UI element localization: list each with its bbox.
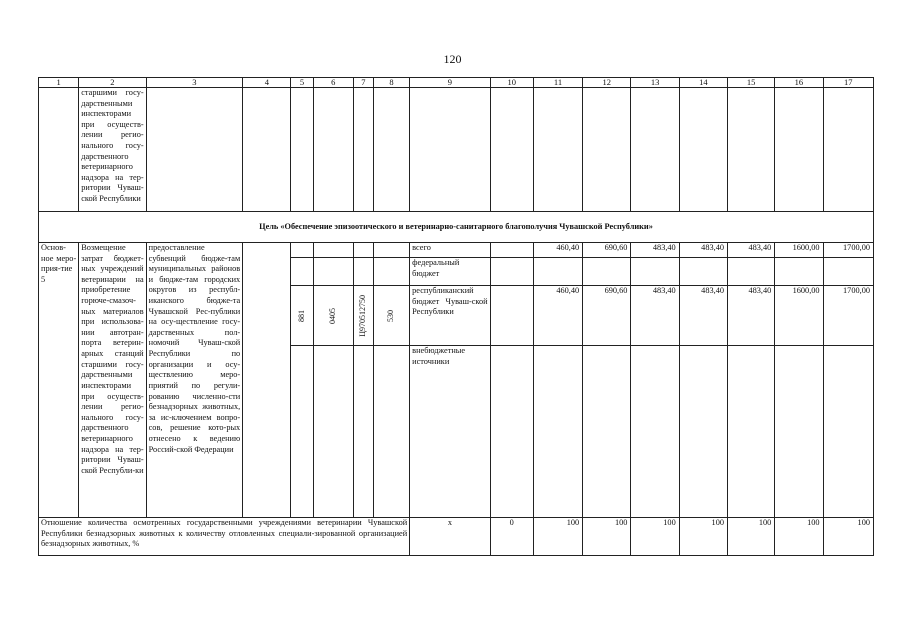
col-header: 2: [79, 78, 146, 88]
event-name: Возмещение затрат бюджет-ных учреждений ветеринарии на приобретение горюче-смазоч-ных материалов при использова-нии автотран-порта ветерин-арных станций старшими госу-дарственными инспекторами при осуществ-лении регио-нального госу-дарственного ветеринарного надзора на тер-ритории Чуваш-ской Республи-ки: [79, 243, 146, 518]
col-header: 11: [533, 78, 582, 88]
goal-title: Цель «Обеспечение эпизоотического и ветеринарно-санитарного благополучия Чувашской Республики»: [39, 212, 874, 243]
column-number-row: [39, 78, 874, 88]
indicator-value: 100: [631, 518, 679, 556]
funding-source: внебюджетные источники: [410, 346, 490, 518]
funding-source: всего: [410, 243, 490, 258]
indicator-value: 100: [728, 518, 775, 556]
col-header: 13: [631, 78, 679, 88]
csr-code: Ц970512750: [358, 294, 368, 337]
continued-row: [39, 88, 874, 212]
program-table: [38, 77, 874, 556]
indicator-value: 100: [679, 518, 727, 556]
vr-code: 530: [386, 309, 396, 322]
col-header: 8: [373, 78, 409, 88]
col-header: 10: [490, 78, 533, 88]
indicator-value: 0: [490, 518, 533, 556]
indicator-value: 100: [533, 518, 582, 556]
col-header: 15: [728, 78, 775, 88]
continued-text: старшими госу-дарственными инспекторами при осуществ-лении регио-нального госу-дарственного ветеринарного надзора на тер-ритории Чуваш-ской Республики: [79, 88, 146, 212]
indicator-value: 100: [823, 518, 873, 556]
indicator-row: [39, 518, 874, 556]
col-header: 3: [146, 78, 243, 88]
rzpr-code: 0405: [328, 307, 338, 324]
page-number: 120: [443, 52, 462, 66]
event-label: Основ-ное меро-прия-тие 5: [39, 243, 79, 518]
value-cell: 1700,00: [823, 243, 873, 258]
col-header: 1: [39, 78, 79, 88]
col-header: 12: [583, 78, 631, 88]
value-cell: 460,40: [533, 243, 582, 258]
value-cell: 690,60: [583, 286, 631, 346]
value-cell: 483,40: [631, 286, 679, 346]
indicator-value: 100: [775, 518, 823, 556]
col-header: 5: [291, 78, 313, 88]
funding-source: федеральный бюджет: [410, 258, 490, 286]
indicator-text: Отношение количества осмотренных государственными учреждениями ветеринарии Чувашской Республики безнадзорных животных к количеству отловленных специали-зированной организацией безнадзорных животных, %: [39, 518, 410, 556]
value-cell: 460,40: [533, 286, 582, 346]
funding-source: республиканский бюджет Чуваш-ской Республики: [410, 286, 490, 346]
indicator-unit: x: [410, 518, 490, 556]
event-row-total: [39, 243, 874, 258]
col-header: 6: [313, 78, 353, 88]
col-header: 4: [243, 78, 291, 88]
value-cell: 690,60: [583, 243, 631, 258]
col-header: 16: [775, 78, 823, 88]
value-cell: 483,40: [679, 286, 727, 346]
goal-row: [39, 212, 874, 243]
value-cell: 1600,00: [775, 286, 823, 346]
value-cell: 483,40: [728, 286, 775, 346]
value-cell: 483,40: [631, 243, 679, 258]
value-cell: 1700,00: [823, 286, 873, 346]
grbs-code: 881: [296, 309, 306, 322]
value-cell: 483,40: [728, 243, 775, 258]
col-header: 17: [823, 78, 873, 88]
col-header: 14: [679, 78, 727, 88]
event-description: предоставление субвенций бюдже-там муниципальных районов и бюдже-там городских округов из республ-иканского бюдже-та Чувашской Рес-публики на осу-ществление госу-дарственных пол-номочий Чуваш-ской Республики по организации и осу-ществлению меро-приятий по регули-рованию численно-сти безнадзорных животных, за ис-ключением вопро-сов, решение кото-рых отнесено к ведению Россий-ской Федерации: [146, 243, 243, 518]
value-cell: 1600,00: [775, 243, 823, 258]
col-header: 7: [353, 78, 373, 88]
indicator-value: 100: [583, 518, 631, 556]
col-header: 9: [410, 78, 490, 88]
value-cell: 483,40: [679, 243, 727, 258]
